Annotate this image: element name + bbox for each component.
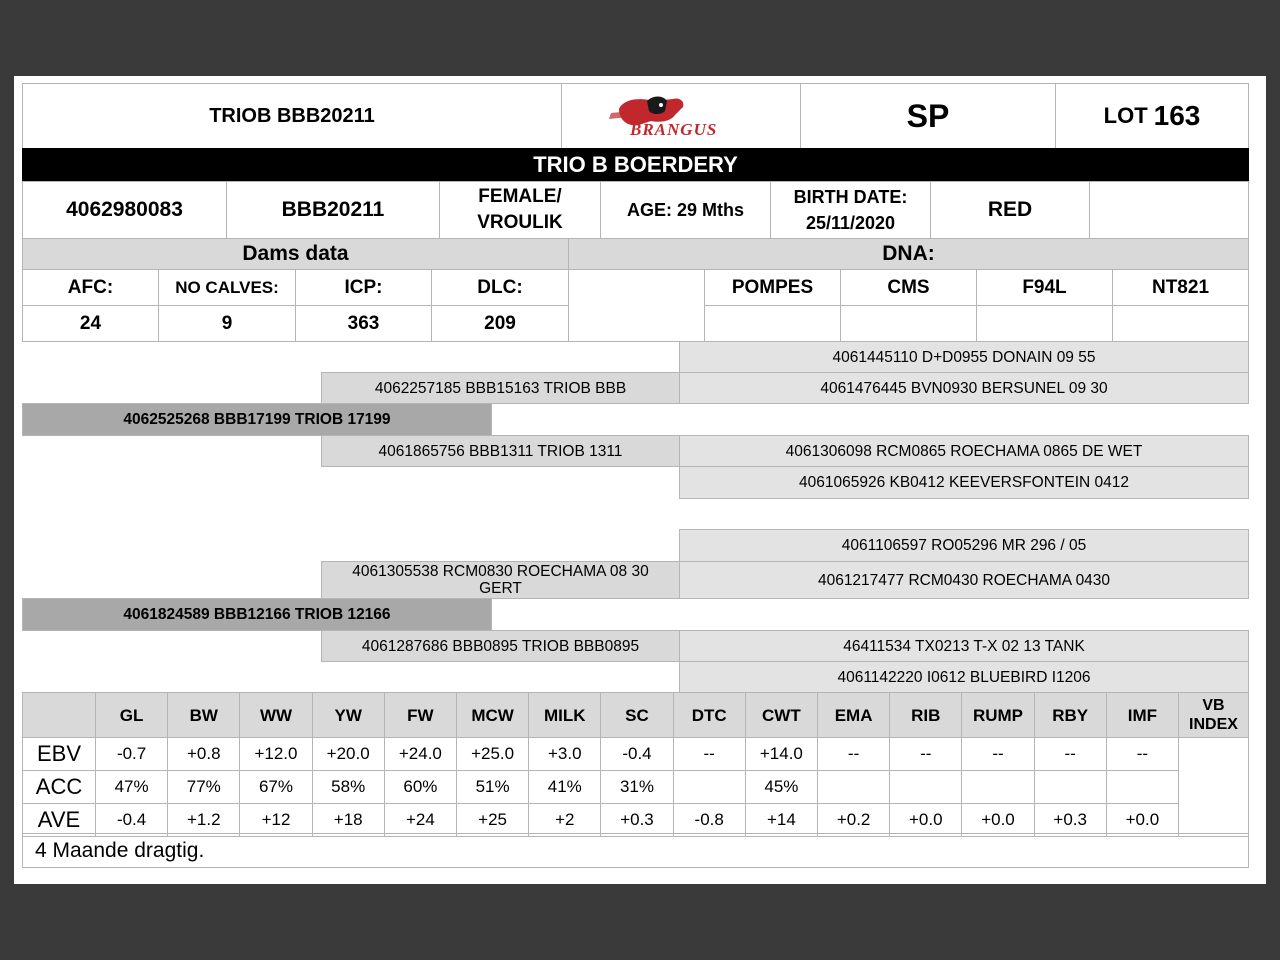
- ebv-col-header: MILK: [528, 692, 601, 738]
- ebv-col-header: WW: [239, 692, 312, 738]
- ebv-value-cell: [1106, 770, 1179, 804]
- pedigree-dam: 4061824589 BBB12166 TRIOB 12166: [22, 598, 492, 631]
- ebv-value-cell: [817, 770, 890, 804]
- dna-value-pompes: [704, 305, 841, 342]
- ebv-col-header: VB INDEX: [1178, 692, 1249, 738]
- dna-label-pompes: POMPES: [704, 269, 841, 306]
- dna-label-nt821: NT821: [1112, 269, 1249, 306]
- pedigree-sire-sire: 4062257185 BBB15163 TRIOB BBB: [321, 372, 680, 404]
- birth-date: 25/11/2020: [805, 213, 896, 233]
- birth-date-cell: [770, 181, 931, 239]
- ebv-value-cell: [961, 770, 1034, 804]
- ebv-value-cell: 41%: [528, 770, 601, 804]
- ebv-col-header: RIB: [889, 692, 962, 738]
- ebv-value-cell: 77%: [167, 770, 240, 804]
- pedigree-sire-sire-sire: 4061445110 D+D0955 DONAIN 09 55: [679, 341, 1249, 373]
- breeder-banner: TRIO B BOERDERY: [22, 148, 1249, 182]
- ebv-value-cell: 31%: [600, 770, 673, 804]
- dams-value-icp: 363: [295, 305, 432, 342]
- ebv-value-cell: 60%: [384, 770, 457, 804]
- dams-value-dlc: 209: [431, 305, 569, 342]
- animal-name: BBB20211: [226, 181, 440, 239]
- ebv-value-cell: --: [961, 737, 1034, 771]
- ebv-value-cell: +1.2: [167, 803, 240, 837]
- ebv-value-cell: +0.0: [1106, 803, 1179, 837]
- dna-value-f94l: [976, 305, 1113, 342]
- pedigree-dam-sire-sire: 4061106597 RO05296 MR 296 / 05: [679, 529, 1249, 562]
- dna-header: DNA:: [568, 238, 1249, 270]
- comment-text: 4 Maande dragtig.: [35, 838, 205, 862]
- ebv-row-label: AVE: [22, 803, 96, 837]
- ebv-value-cell: 58%: [312, 770, 385, 804]
- animal-colour: RED: [930, 181, 1090, 239]
- ebv-value-cell: [1034, 770, 1107, 804]
- ebv-value-cell: +18: [312, 803, 385, 837]
- ebv-value-cell: --: [673, 737, 746, 771]
- dna-blank-cell: [568, 269, 705, 342]
- blank-info-cell: [1089, 181, 1249, 239]
- animal-age: AGE: 29 Mths: [600, 181, 771, 239]
- animal-sex: FEMALE/ VROULIK: [439, 181, 601, 239]
- animal-id: 4062980083: [22, 181, 227, 239]
- ebv-value-cell: -0.8: [673, 803, 746, 837]
- ebv-value-cell: +14.0: [745, 737, 818, 771]
- dams-data-header: Dams data: [22, 238, 569, 270]
- dams-value-afc: 24: [22, 305, 159, 342]
- dna-value-cms: [840, 305, 977, 342]
- pedigree-sire: 4062525268 BBB17199 TRIOB 17199: [22, 403, 492, 436]
- lot-number: 163: [1153, 100, 1201, 131]
- ebv-value-cell: --: [817, 737, 890, 771]
- ebv-col-header: DTC: [673, 692, 746, 738]
- ebv-value-cell: +12.0: [239, 737, 312, 771]
- ebv-col-header: SC: [600, 692, 673, 738]
- ebv-value-cell: --: [1106, 737, 1179, 771]
- ebv-value-cell: [889, 770, 962, 804]
- ebv-value-cell: +3.0: [528, 737, 601, 771]
- dna-label-cms: CMS: [840, 269, 977, 306]
- ebv-col-header: YW: [312, 692, 385, 738]
- ebv-value-cell: [673, 770, 746, 804]
- ebv-value-cell: 45%: [745, 770, 818, 804]
- ebv-col-header: RBY: [1034, 692, 1107, 738]
- lot-label: LOT: [1103, 103, 1148, 128]
- pedigree-dam-sire: 4061305538 RCM0830 ROECHAMA 08 30 GERT: [321, 561, 680, 599]
- ebv-value-cell: +0.2: [817, 803, 890, 837]
- logo-text: BRANGUS: [630, 120, 718, 139]
- ebv-value-cell: +0.3: [600, 803, 673, 837]
- dams-label-icp: ICP:: [295, 269, 432, 306]
- ebv-col-header: EMA: [817, 692, 890, 738]
- ebv-value-cell: +25: [456, 803, 529, 837]
- dams-label-dlc: DLC:: [431, 269, 569, 306]
- pedigree-dam-dam-sire: 46411534 TX0213 T-X 02 13 TANK: [679, 630, 1249, 662]
- ebv-value-cell: +0.0: [889, 803, 962, 837]
- ebv-col-header: CWT: [745, 692, 818, 738]
- ebv-value-cell: +0.8: [167, 737, 240, 771]
- ebv-value-cell: --: [889, 737, 962, 771]
- ebv-corner-cell: [22, 692, 96, 738]
- ebv-value-cell: -0.4: [600, 737, 673, 771]
- ebv-value-cell: +0.0: [961, 803, 1034, 837]
- ebv-value-cell: +12: [239, 803, 312, 837]
- ebv-col-header: MCW: [456, 692, 529, 738]
- animal-title: TRIOB BBB20211: [22, 83, 562, 149]
- ebv-value-cell: +24.0: [384, 737, 457, 771]
- ebv-value-cell: +14: [745, 803, 818, 837]
- lot-cell: [1055, 83, 1249, 149]
- dna-value-nt821: [1112, 305, 1249, 342]
- pedigree-sire-dam: 4061865756 BBB1311 TRIOB 1311: [321, 435, 680, 467]
- ebv-value-cell: 47%: [95, 770, 168, 804]
- ebv-value-cell: +24: [384, 803, 457, 837]
- dams-label-no-calves: NO CALVES:: [158, 269, 296, 306]
- ebv-value-cell: --: [1034, 737, 1107, 771]
- ebv-value-cell: +0.3: [1034, 803, 1107, 837]
- registration-code: SP: [800, 83, 1056, 149]
- lot-sheet: [14, 76, 1266, 884]
- ebv-value-cell: +2: [528, 803, 601, 837]
- pedigree-dam-sire-dam: 4061217477 RCM0430 ROECHAMA 0430: [679, 561, 1249, 599]
- ebv-col-header: IMF: [1106, 692, 1179, 738]
- pedigree-dam-dam-dam: 4061142220 I0612 BLUEBIRD I1206: [679, 661, 1249, 693]
- ebv-row-label: EBV: [22, 737, 96, 771]
- ebv-value-cell: -0.4: [95, 803, 168, 837]
- pedigree-dam-dam: 4061287686 BBB0895 TRIOB BBB0895: [321, 630, 680, 662]
- ebv-col-header: GL: [95, 692, 168, 738]
- dams-value-no-calves: 9: [158, 305, 296, 342]
- ebv-value-cell: 67%: [239, 770, 312, 804]
- pedigree-sire-sire-dam: 4061476445 BVN0930 BERSUNEL 09 30: [679, 372, 1249, 404]
- brangus-logo: [561, 83, 801, 149]
- ebv-col-header: BW: [167, 692, 240, 738]
- ebv-col-header: FW: [384, 692, 457, 738]
- ebv-value-cell: +25.0: [456, 737, 529, 771]
- ebv-value-cell: -0.7: [95, 737, 168, 771]
- vb-index-value-cell: [1178, 737, 1249, 837]
- pedigree-sire-dam-dam: 4061065926 KB0412 KEEVERSFONTEIN 0412: [679, 466, 1249, 499]
- ebv-row-label: ACC: [22, 770, 96, 804]
- ebv-value-cell: 51%: [456, 770, 529, 804]
- birth-date-label: BIRTH DATE:: [793, 187, 908, 207]
- ebv-value-cell: +20.0: [312, 737, 385, 771]
- comment-box: [22, 833, 1249, 868]
- dna-label-f94l: F94L: [976, 269, 1113, 306]
- dams-label-afc: AFC:: [22, 269, 159, 306]
- pedigree-sire-dam-sire: 4061306098 RCM0865 ROECHAMA 0865 DE WET: [679, 435, 1249, 467]
- ebv-col-header: RUMP: [961, 692, 1034, 738]
